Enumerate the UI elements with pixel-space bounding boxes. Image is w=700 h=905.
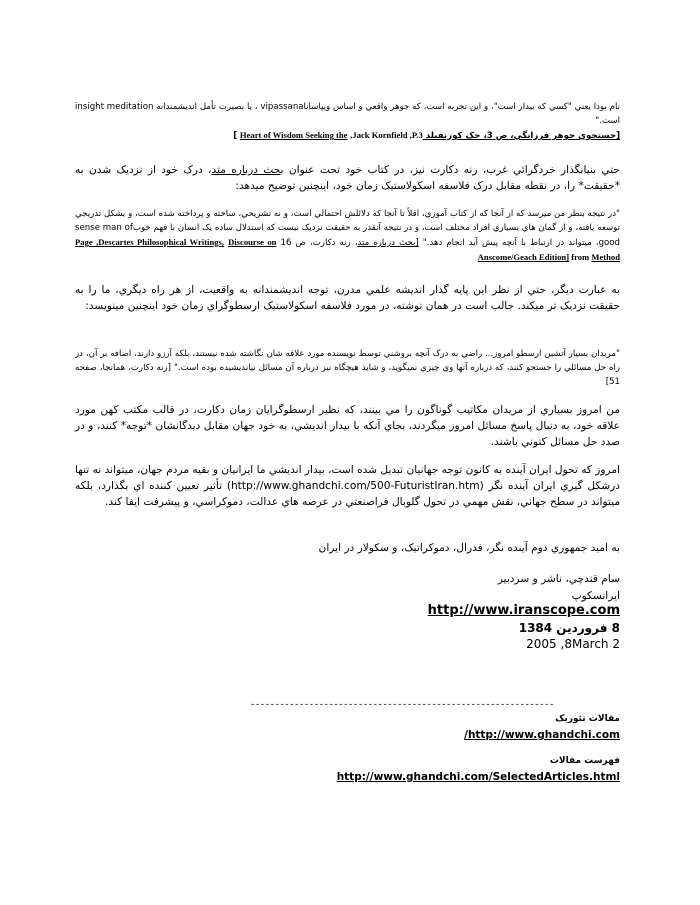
paragraph-disciples: من امروز بسياري از مريدان مکاتيب گوناگون را مي بينند، که نظير ارسطوگرايان زمان دکارت، در قالب مکتب کهن مورد علاقه خود، به دنبال پاسخ مسائل امروز ميگردند، بجاي آنکه با بيدار انديشي، به خود جهان مقابل ديدگانشان *توجه* کنند، و در صدد حل مسائل کنوني باشند. bbox=[75, 404, 620, 448]
footer-articles-label: مقالات تئوريک bbox=[555, 714, 620, 724]
signature-url-link[interactable]: http://www.iranscope.com bbox=[427, 603, 620, 618]
quote-descartes-1 bbox=[75, 207, 620, 265]
quote1-source-en-b: Method bbox=[591, 252, 620, 262]
quote-descartes-2: "مريدان بسيار آتشين ارسطو امروز... راضي به درک آنچه بروشني توسط نويسنده مورد علاقه شان نگاشته شده نيستند، بلکه آرزو دارند، اضافه بر آن، در راه حل مسائلي را جستجو کنند، که درباره آنها وي چيزي نميگويد، و شايد هيچگاه نيز درباره آن مسائل نيانديشيده بوده است." [رنه دکارت، همانجا، صفحه 51] bbox=[75, 349, 620, 387]
signature-name: سام قندچي، ناشر و سردبير bbox=[497, 573, 620, 585]
footer-articles-link[interactable]: http://www.ghandchi.com/ bbox=[464, 729, 620, 741]
footnote-buddha-text: نام بودا يعني "کسي که بيدار است"، و اين تجربه است، که جوهر واقعي و اساس ويپاساناvipassana ، يا بصيرت تأمل انديشمندانه insight meditation است." bbox=[75, 102, 620, 126]
paragraph-descartes-intro bbox=[75, 162, 620, 194]
footnote-buddha bbox=[75, 100, 620, 143]
quote1-source-en-d: Page ,Descartes Philosophical Writings, Anscome/Geach Edition] bbox=[75, 237, 570, 262]
quote1-source-fa: [بحث درباره متد bbox=[357, 238, 419, 248]
footnote-citation-end: ] bbox=[233, 131, 238, 141]
signature-org: ايرانسکوپ bbox=[571, 590, 620, 602]
footer-index-link[interactable]: http://www.ghandchi.com/SelectedArticles.html bbox=[336, 771, 620, 783]
paragraph-hope: به اميد جمهوري دوم آينده نگر، فدرال، دموکراتيک، و سکولار در ايران bbox=[318, 542, 620, 554]
paragraph-iran-future: امروز که تحول ايران آينده به کانون توجه جهانيان تبديل شده است، بيدار انديشي ما ايرانيان و بقيه مردم جهان، ميتواند نه تنها درشکل گيري ايران آينده نگر (http://www.ghandchi.com/500-FuturistIran.htm) تأثير تعيين کننده اي بگذارد، بلکه ميتواند در سطح جهاني، نقش مهمي در تحول گلوبال فراصنعتي در عرصه هاي عدالت، دموکراسي، و پيشرفت ايفا کند. bbox=[75, 464, 620, 508]
signature-date-fa: 8 فروردين 1384 bbox=[518, 621, 620, 635]
paragraph-descartes-2: به عبارت ديگر، حتي از نظر اين پايه گذار انديشه علمي مدرن، توجه انديشمندانه به واقعيت، از هر راه ديگري، ما را به حقيقت نزديک تر ميکند. جالب است در همان نوشته، در مورد فلاسفه اسکولاستيک ارسطوگراي زمان خود اينچنين مينويسد: bbox=[75, 284, 620, 312]
quote1-source-en-c: from bbox=[569, 252, 592, 262]
footnote-citation-author: Jack Kornfield ,P.3, bbox=[350, 130, 423, 140]
quote1-source-b: ، رنه دکارت، ص 16 bbox=[276, 238, 358, 248]
signature-date-en: 2005 ,8March 2 bbox=[526, 637, 620, 651]
para1-book-title: بحث درباره متد bbox=[211, 164, 284, 176]
footer-divider: -------------------------------------------------------------- bbox=[250, 700, 554, 710]
footnote-citation-title: Heart of Wisdom Seeking the bbox=[239, 130, 348, 140]
footer-index-label: فهرست مقالات bbox=[549, 756, 620, 766]
footnote-citation-fa: [جستجوي جوهر فرزانگي، ص 3، جک کورنفيلد bbox=[422, 131, 620, 141]
quote1-source-en-a: Discourse on bbox=[228, 237, 277, 247]
para1-text-a: حتي بنيانگذار خردگرائي غرب، رنه دکارت نيز، در کتاب خود تحت عنوان bbox=[283, 164, 620, 176]
para1-text-b: ، درک خود از نزديک شدن به *حقيقت* را، در نقطه مقابل درک فلاسفه اسکولاستيک زمان خود، اينچنين توضيح ميدهد: bbox=[75, 164, 620, 192]
quote1-text: "در نتيجه بنظر من ميرسد که از آنجا که از کتاب آموزي، اقلاً تا آنجا که دلائلش احتمالي است، و نه تشريحي، ساخته و پرداخته شده است، و بشکل تدريجي توسعه يافته، و از گمان هاي بسياري افراد مختلف است، و در نتيجه آنقدر به حقيقت نزديک نيست که استدلال ساده يک انسان با فهم خوبsense man of good، ميتواند در ارتباط با آنچه پيش آيد انجام دهد." bbox=[75, 209, 621, 248]
